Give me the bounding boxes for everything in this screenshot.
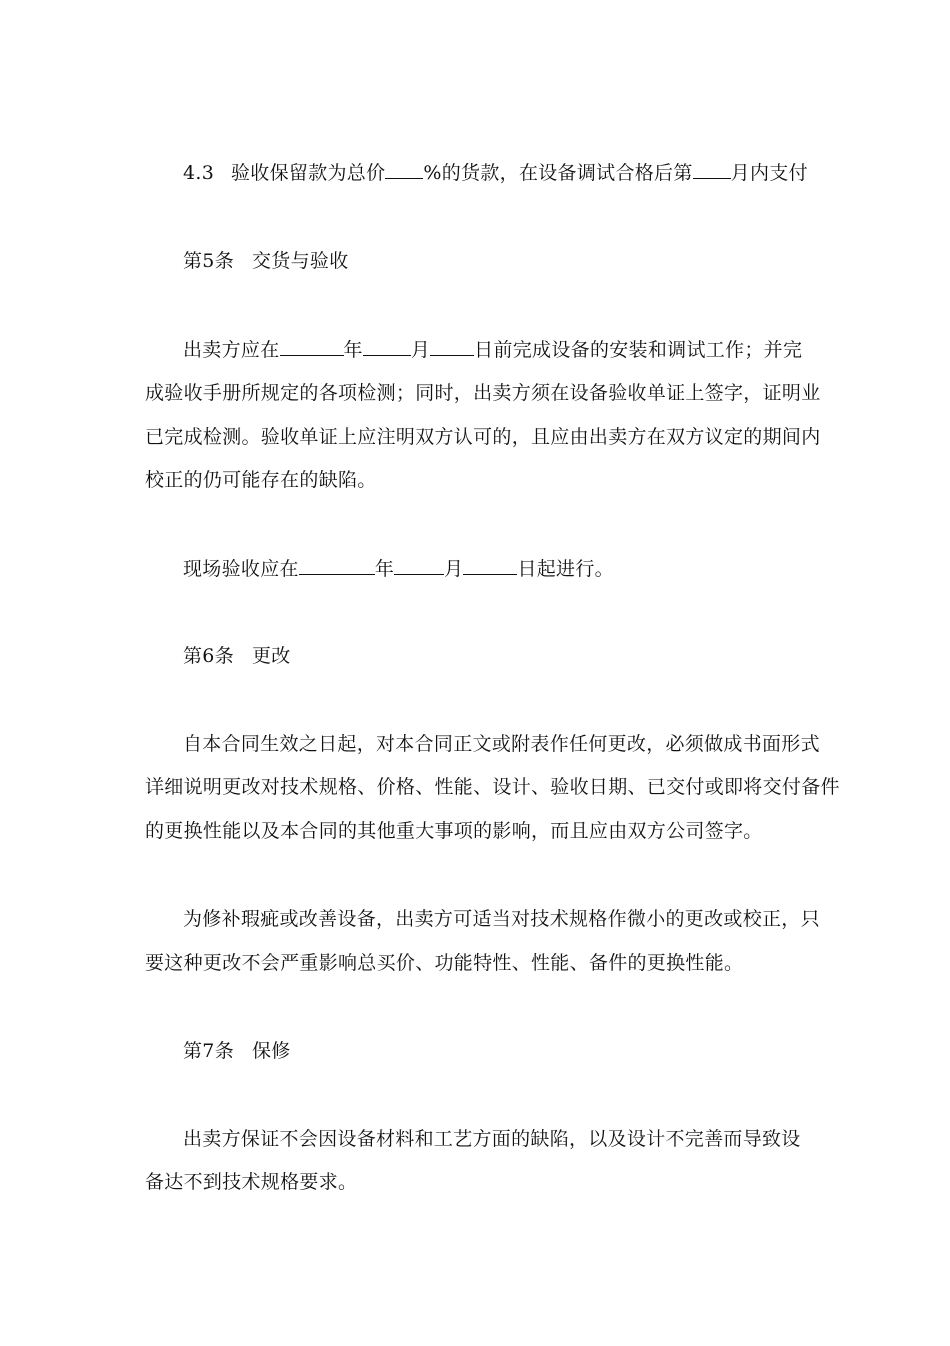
blank-year — [280, 337, 344, 356]
article-6-heading — [183, 644, 863, 668]
text-segment: 出卖方应在 — [183, 339, 280, 361]
paragraph-line: 已完成检测。验收单证上应注明双方认可的，且应由出卖方在双方议定的期间内 — [145, 426, 821, 448]
paragraph-line: 详细说明更改对技术规格、价格、性能、设计、验收日期、已交付或即将交付备件 — [145, 776, 840, 798]
text-segment: 日起进行。 — [517, 558, 614, 580]
text-segment: 年 — [374, 558, 395, 580]
blank-month — [394, 556, 444, 575]
paragraph-line: 的更换性能以及本合同的其他重大事项的影响，而且应由双方公司签字。 — [145, 820, 763, 842]
text-segment: 现场验收应在 — [183, 558, 299, 580]
text-segment: 日前完成设备的安装和调试工作；并完 — [474, 339, 803, 361]
article-title: 交货与验收 — [252, 250, 349, 272]
article-title: 更改 — [252, 645, 291, 667]
blank-month — [363, 337, 411, 356]
paragraph-line — [183, 337, 863, 362]
article-number: 第5条 — [183, 250, 234, 272]
clause-text: 月内支付 — [730, 162, 808, 184]
paragraph-line: 备达不到技术规格要求。 — [145, 1171, 358, 1193]
paragraph-line: 自本合同生效之日起，对本合同正文或附表作任何更改，必须做成书面形式 — [183, 733, 820, 755]
article-title: 保修 — [252, 1040, 291, 1062]
paragraph-line: 为修补瑕疵或改善设备，出卖方可适当对技术规格作微小的更改或校正，只 — [183, 908, 820, 930]
clause-number: 4.3 — [183, 162, 215, 184]
blank-year — [299, 556, 375, 575]
blank-day — [463, 556, 517, 575]
article-7-heading — [183, 1039, 863, 1063]
text-segment: 年 — [343, 339, 363, 361]
article-5-heading — [183, 249, 863, 273]
paragraph-line: 要这种更改不会严重影响总买价、功能特性、性能、备件的更换性能。 — [145, 952, 744, 974]
blank-months — [693, 160, 731, 179]
blank-percent — [385, 160, 423, 179]
article-number: 第6条 — [183, 645, 234, 667]
paragraph-line: 校正的仍可能存在的缺陷。 — [145, 469, 377, 491]
paragraph-line: 成验收手册所规定的各项检测；同时，出卖方须在设备验收单证上签字，证明业 — [145, 382, 821, 404]
blank-day — [430, 337, 474, 356]
clause-text: 验收保留款为总价 — [231, 162, 386, 184]
article-number: 第7条 — [183, 1040, 234, 1062]
paragraph-line: 出卖方保证不会因设备材料和工艺方面的缺陷，以及设计不完善而导致设 — [183, 1128, 801, 1150]
clause-4-3 — [183, 160, 863, 185]
paragraph-line — [183, 556, 863, 581]
clause-text: %的货款，在设备调试合格后第 — [423, 162, 693, 184]
text-segment: 月 — [444, 558, 464, 580]
text-segment: 月 — [410, 339, 431, 361]
